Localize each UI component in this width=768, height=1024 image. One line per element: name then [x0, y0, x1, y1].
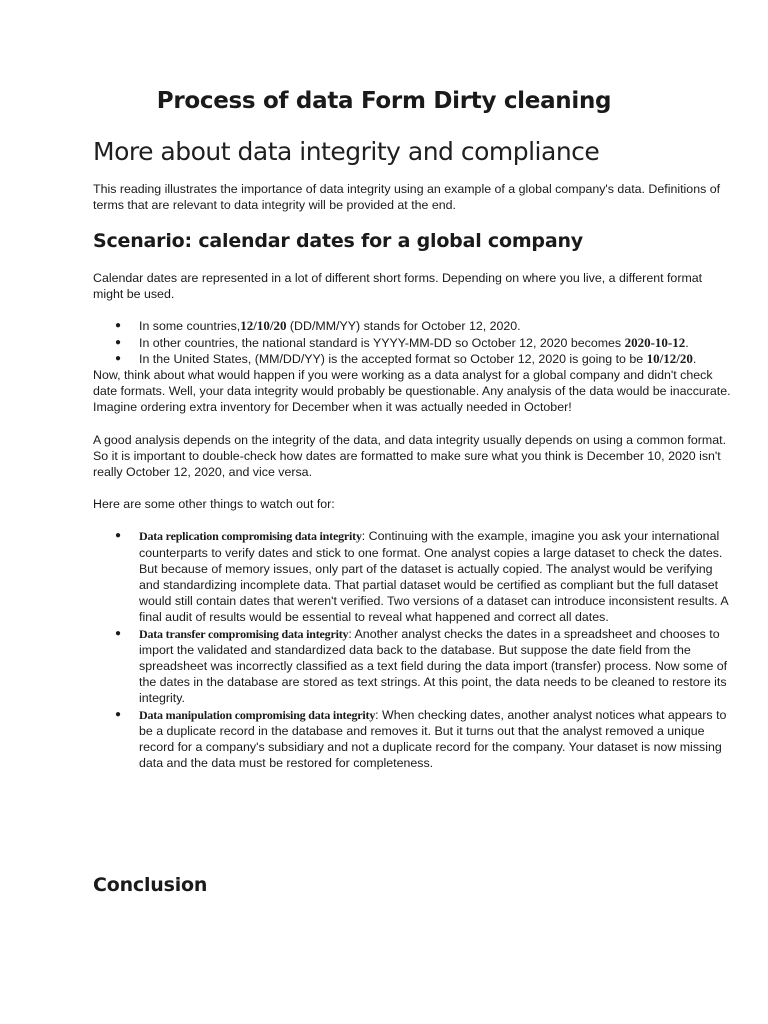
list-item: ● In some countries,12/10/20 (DD/MM/YY) stands for October 12, 2020. [115, 318, 521, 334]
list-item: ● In the United States, (MM/DD/YY) is the accepted format so October 12, 2020 is going to be 10/12/20. [115, 350, 697, 366]
page-subtitle: More about data integrity and compliance [93, 137, 600, 166]
document-body [93, 270, 733, 771]
bullet-icon: ● [115, 336, 122, 348]
date-example: 2020-10-12 [624, 334, 686, 350]
list-item: ● Data manipulation compromising data integrity: When checking dates, another analyst notices what appears to be a duplicate record in the database and removes it. But it turns out that the analyst removed a unique record for a company's subsidiary and not a duplicate record for the company. Your dataset is now missing data and the data must be restored for completeness. [115, 707, 727, 771]
term-label: Data replication compromising data integrity [139, 529, 362, 544]
bullet-icon: ● [115, 708, 122, 720]
intro-paragraph: This reading illustrates the importance of data integrity using an example of a global company's data. Definitions of terms that are relevant to data integrity will be provided at the end. [93, 182, 721, 213]
bullet-icon: ● [115, 352, 122, 364]
date-format-list [115, 318, 733, 367]
term-label: Data manipulation compromising data integrity [139, 707, 376, 722]
list-item: ● In other countries, the national standard is YYYY-MM-DD so October 12, 2020 becomes 2020-10-12. [115, 334, 689, 350]
bullet-icon: ● [115, 320, 122, 332]
paragraph-now: Now, think about what would happen if you were working as a data analyst for a global company and didn't check date formats. Well, your data integrity would probably be questionable. Any analysis of the data would be inaccurate. Imagine ordering extra inventory for December when it was actually needed in October! [93, 368, 731, 415]
scenario-paragraph: Calendar dates are represented in a lot of different short forms. Depending on where you live, a different format might be used. [93, 271, 703, 302]
paragraph-good-analysis: A good analysis depends on the integrity of the data, and data integrity usually depends on using a common format. So it is important to double-check how dates are formatted to make sure what you think is December 10, 2020 isn't really October 12, 2020, and vice versa. [93, 432, 727, 480]
list-item: ● Data transfer compromising data integrity: Another analyst checks the dates in a spreadsheet and chooses to import the validated and standardized data back to the database. But suppose the date field from the spreadsheet was incorrectly classified as a text field during the data import (transfer) process. Now some of the dates in the database are stored as text strings. At this point, the data needs to be cleaned to restore its integrity. [115, 626, 728, 706]
bullet-icon: ● [115, 627, 122, 639]
term-label: Data transfer compromising data integrity [139, 626, 349, 641]
page-title: Process of data Form Dirty cleaning [156, 88, 612, 114]
list-item: ● Data replication compromising data integrity: Continuing with the example, imagine you ask your international counterparts to verify dates and stick to one format. One analyst copies a large dataset to check the dates. But because of memory issues, only part of the dataset is actually copied. The analyst would be verifying and standardizing incomplete data. That partial dataset would be certified as compliant but the full dataset would still contain dates that weren't verified. Two versions of a dataset can introduce inconsistent results. A final audit of results would be essential to reveal what happened and correct all dates. [115, 529, 728, 625]
watch-out-list [115, 528, 733, 771]
date-example: 12/10/20 [240, 318, 287, 334]
bullet-icon: ● [115, 530, 122, 542]
paragraph-watch-out: Here are some other things to watch out for: [93, 497, 335, 512]
conclusion-heading: Conclusion [93, 874, 208, 896]
date-example: 10/12/20 [646, 350, 693, 366]
scenario-heading: Scenario: calendar dates for a global company [93, 230, 583, 252]
